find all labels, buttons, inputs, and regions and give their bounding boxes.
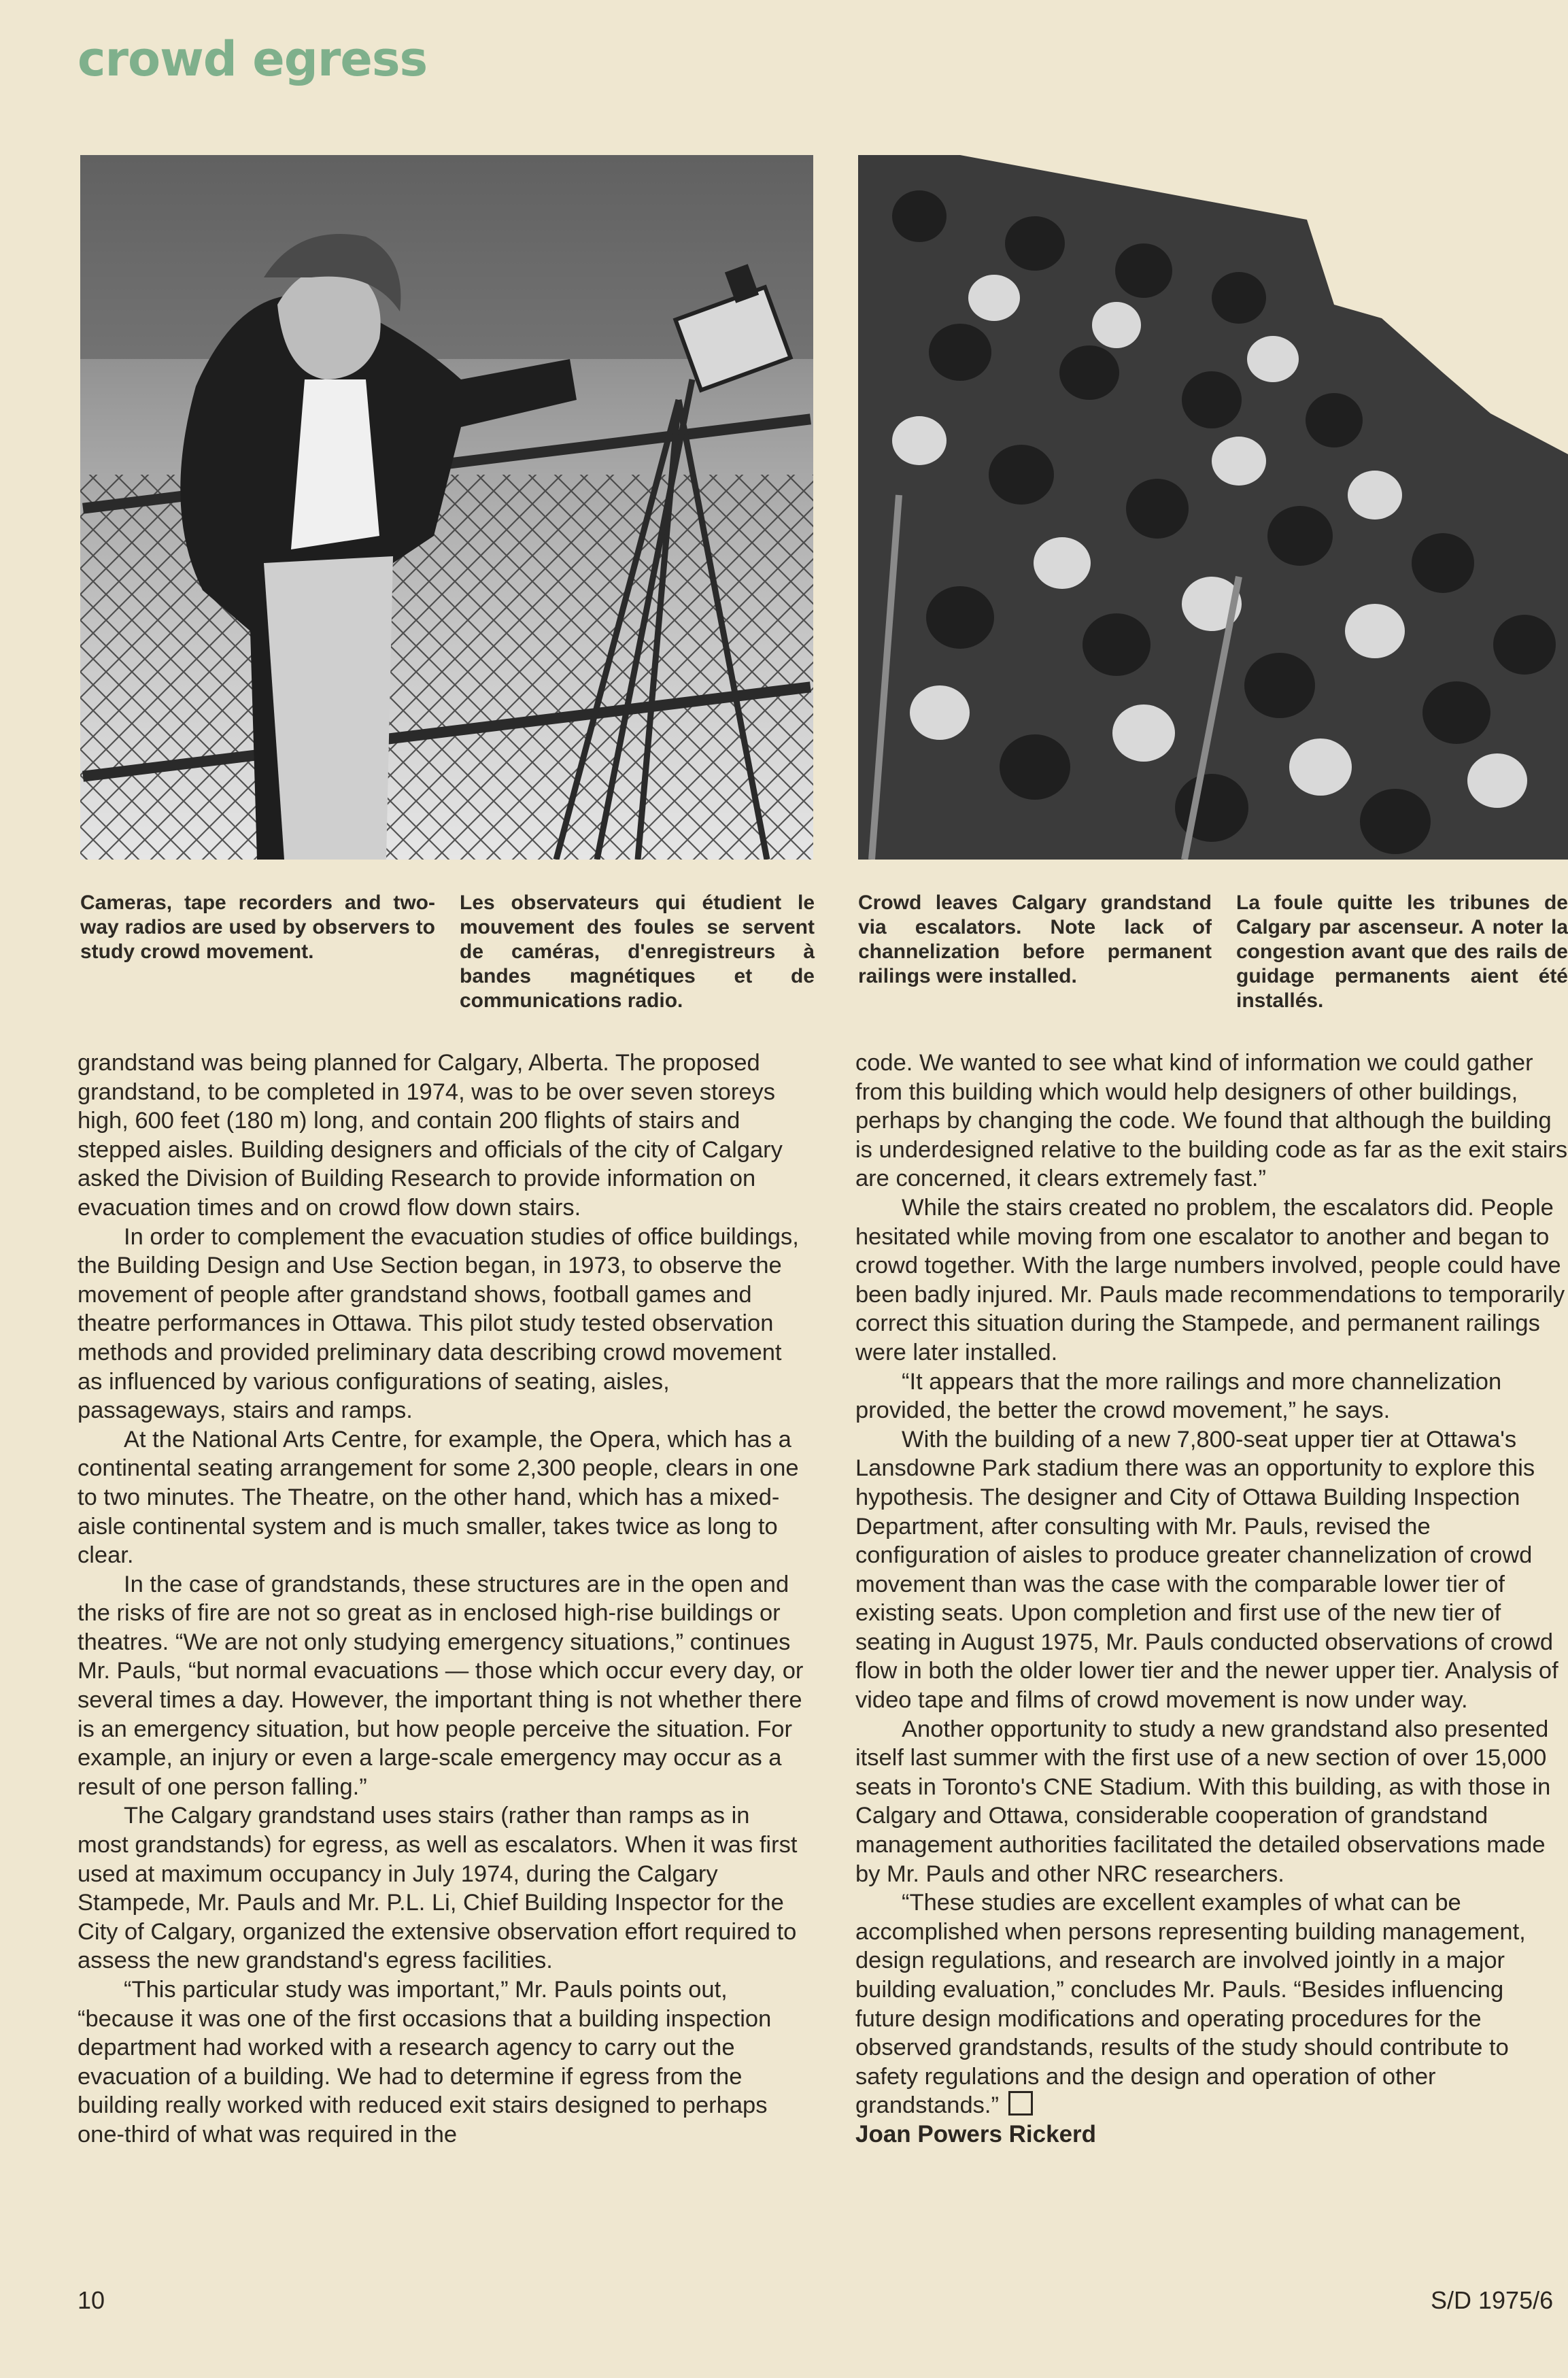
- article-paragraph: With the building of a new 7,800-seat upper tier at Ottawa's Lansdowne Park stadium there was an opportunity to explore this hypothesis. The designer and City of Ottawa Building Inspection Department, after consulting with Mr. Pauls, revised the configuration of aisles to produce greater channelization of crowd movement than was the case with the comparable lower tier of existing seats. Upon completion and first use of the new tier of seating in August 1975, Mr. Pauls conducted observations of crowd flow in both the older lower tier and the newer upper tier. Analysis of video tape and films of crowd movement is now under way.: [855, 1426, 1558, 1714]
- article-paragraph: Another opportunity to study a new grandstand also presented itself last summer with the first use of a new section of over 15,000 seats in Toronto's CNE Stadium. With this building, as with those in Calgary and Ottawa, considerable cooperation of grandstand management authorities facilitated the detailed observations made by Mr. Pauls and other NRC researchers.: [855, 1716, 1551, 1887]
- article-paragraph: While the stairs created no problem, the escalators did. People hesitated while moving from one escalator to another and began to crowd together. With the large numbers involved, people could have been badly injured. Mr. Pauls made recommendations to temporarily correct this situation during the Stampede, and permanent railings were later installed.: [855, 1194, 1565, 1365]
- article-column-right: [855, 1049, 1568, 2150]
- article-paragraph-final: [855, 1888, 1568, 2120]
- article-paragraph: “It appears that the more railings and more channelization provided, the better the crowd movement,” he says.: [855, 1368, 1502, 1424]
- byline: Joan Powers Rickerd: [855, 2120, 1097, 2147]
- article-column-left: [78, 1049, 805, 2150]
- page-number: 10: [78, 2286, 105, 2314]
- article-paragraph: code. We wanted to see what kind of information we could gather from this building which would help designers of other buildings, perhaps by changing the code. We found that although the building is underdesigned relative to the building code as far as the exit stairs are concerned, it clears extremely fast.”: [855, 1050, 1568, 1192]
- crowd-escalator-photo: [858, 155, 1568, 860]
- photo-caption-french: Les observateurs qui étudient le mouvement des foules se servent de caméras, d'enregistreurs à bandes magnétiques et de communications radio.: [460, 891, 815, 1012]
- article-paragraph: In order to complement the evacuation studies of office buildings, the Building Design and Use Section began, in 1973, to observe the movement of people after grandstand shows, football games and theatre performances in Ottawa. This pilot study tested observation methods and provided preliminary data describing crowd movement as influenced by various configurations of seating, aisles, passageways, stairs and ramps.: [78, 1223, 799, 1424]
- article-paragraph: grandstand was being planned for Calgary, Alberta. The proposed grandstand, to be completed in 1974, was to be over seven storeys high, 600 feet (180 m) long, and contain 200 flights of stairs and stepped aisles. Building designers and officials of the city of Calgary asked the Division of Building Research to provide information on evacuation times and on crowd flow down stairs.: [78, 1050, 783, 1221]
- photo-caption-french: La foule quitte les tribunes de Calgary par ascenseur. A noter la congestion avant que des rails de guidage permanents aient été installés.: [1236, 891, 1568, 1012]
- article-paragraph: At the National Arts Centre, for example, the Opera, which has a continental seating arrangement for some 2,300 people, clears in one to two minutes. The Theatre, on the other hand, which has a mixed-aisle continental system and is much smaller, takes twice as long to clear.: [78, 1426, 799, 1569]
- photo-caption-english: Cameras, tape recorders and two-way radios are used by observers to study crowd movement.: [80, 891, 435, 963]
- issue-label: S/D 1975/6: [1431, 2286, 1554, 2314]
- article-paragraph-text: “These studies are excellent examples of what can be accomplished when persons representing building management, design regulations, and research are involved jointly in a major building evaluation,” concludes Mr. Pauls. “Besides influencing future design modifications and operating procedures for the observed grandstands, results of the study should contribute to safety regulations and the design and operation of other grandstands.”: [855, 1890, 1526, 2119]
- section-tag: crowd egress: [78, 31, 428, 87]
- observer-photo: [80, 155, 813, 860]
- article-paragraph: “This particular study was important,” Mr. Pauls points out, “because it was one of the first occasions that a building inspection department had worked with a research agency to carry out the evacuation of a building. We had to determine if egress from the building really worked with reduced exit stairs designed to perhaps one-third of what was required in the: [78, 1977, 772, 2147]
- article-paragraph: In the case of grandstands, these structures are in the open and the risks of fire are not so great as in enclosed high-rise buildings or theatres. “We are not only studying emergency situations,” continues Mr. Pauls, “but normal evacuations — those which occur every day, or several times a day. However, the important thing is not whether there is an emergency situation, but how people perceive the situation. For example, an injury or even a large-scale emergency may occur as a result of one person falling.”: [78, 1571, 804, 1800]
- end-mark-icon: [1008, 2091, 1033, 2116]
- photo-caption-english: Crowd leaves Calgary grandstand via escalators. Note lack of channelization before permanent railings were installed.: [858, 891, 1212, 987]
- article-paragraph: The Calgary grandstand uses stairs (rather than ramps as in most grandstands) for egress, as well as escalators. When it was first used at maximum occupancy in July 1974, during the Calgary Stampede, Mr. Pauls and Mr. P.L. Li, Chief Building Inspector for the City of Calgary, organized the extensive observation effort required to assess the new grandstand's egress facilities.: [78, 1803, 798, 1974]
